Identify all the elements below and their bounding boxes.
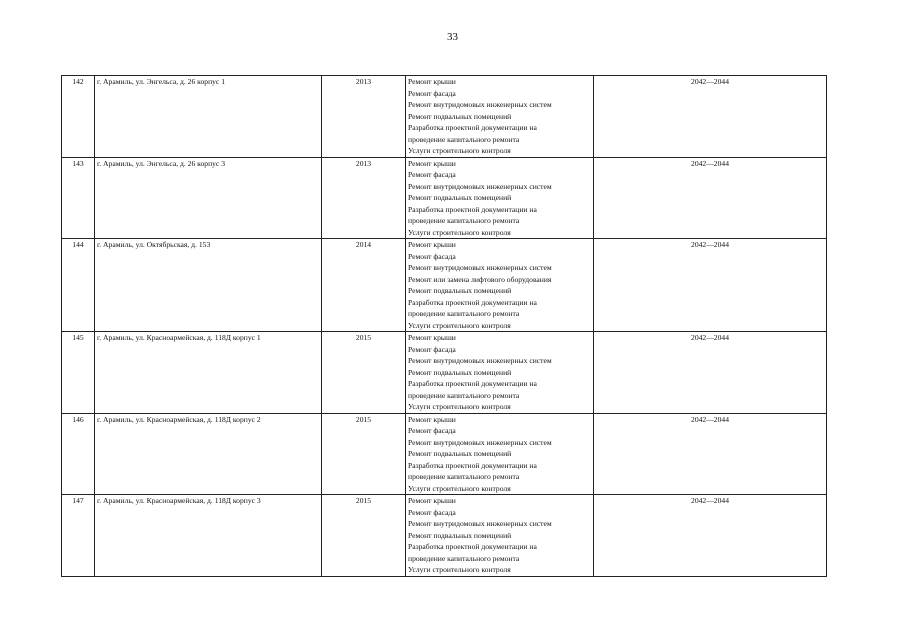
table-row — [62, 239, 827, 332]
work-item: Ремонт внутридомовых инженерных систем — [408, 263, 552, 272]
works-list — [406, 157, 594, 239]
work-item: Ремонт фасада — [408, 426, 456, 435]
building-address: г. Арамиль, ул. Энгельса, д. 26 корпус 3 — [95, 157, 322, 239]
work-item: Ремонт крыши — [408, 240, 456, 249]
work-item: Ремонт подвальных помещений — [408, 367, 512, 377]
commissioning-year: 2015 — [322, 332, 406, 414]
work-item: проведение капитального ремонта — [408, 216, 520, 225]
row-number: 143 — [62, 157, 95, 239]
work-item: Ремонт крыши — [408, 414, 456, 424]
work-item: Ремонт фасада — [408, 88, 456, 98]
work-item: Ремонт подвальных помещений — [408, 449, 512, 458]
work-item: Ремонт внутридомовых инженерных систем — [408, 356, 552, 365]
table-row — [62, 413, 827, 495]
commissioning-year: 2014 — [322, 239, 406, 332]
row-number: 146 — [62, 413, 95, 495]
commissioning-year: 2013 — [322, 157, 406, 239]
work-item: Услуги строительного контроля — [408, 320, 511, 330]
work-item: Услуги строительного контроля — [408, 402, 511, 411]
row-number: 147 — [62, 495, 95, 577]
work-item: проведение капитального ремонта — [408, 309, 520, 318]
row-number: 145 — [62, 332, 95, 414]
table-body — [62, 76, 827, 577]
work-item: Разработка проектной документации на — [408, 297, 537, 307]
building-address: г. Арамиль, ул. Красноармейская, д. 118Д корпус 2 — [95, 413, 322, 495]
repair-period: 2042—2044 — [594, 157, 827, 239]
commissioning-year: 2013 — [322, 76, 406, 158]
table-row — [62, 495, 827, 577]
work-item: Ремонт фасада — [408, 507, 456, 517]
work-item: Разработка проектной документации на — [408, 542, 537, 551]
table-row — [62, 76, 827, 158]
work-item: Услуги строительного контроля — [408, 483, 511, 493]
repair-period: 2042—2044 — [594, 76, 827, 158]
building-address: г. Арамиль, ул. Энгельса, д. 26 корпус 1 — [95, 76, 322, 158]
repair-period: 2042—2044 — [594, 239, 827, 332]
works-list — [406, 413, 594, 495]
work-item: Ремонт фасада — [408, 251, 456, 261]
work-item: Ремонт крыши — [408, 496, 456, 505]
commissioning-year: 2015 — [322, 495, 406, 577]
work-item: Ремонт фасада — [408, 344, 456, 354]
work-item: Ремонт внутридомовых инженерных систем — [408, 181, 552, 191]
work-item: Ремонт подвальных помещений — [408, 286, 512, 295]
repair-period: 2042—2044 — [594, 332, 827, 414]
work-item: проведение капитального ремонта — [408, 390, 520, 400]
work-item: Ремонт подвальных помещений — [408, 530, 512, 540]
work-item: Ремонт фасада — [408, 170, 456, 179]
works-list — [406, 495, 594, 577]
work-item: Услуги строительного контроля — [408, 565, 511, 574]
repair-period: 2042—2044 — [594, 413, 827, 495]
work-item: Услуги строительного контроля — [408, 146, 511, 155]
work-item: Услуги строительного контроля — [408, 227, 511, 237]
work-item: Ремонт или замена лифтового оборудования — [408, 274, 552, 284]
work-item: Ремонт внутридомовых инженерных систем — [408, 437, 552, 447]
work-item: Разработка проектной документации на — [408, 460, 537, 470]
commissioning-year: 2015 — [322, 413, 406, 495]
work-item: проведение капитального ремонта — [408, 553, 520, 563]
page-number: 33 — [447, 31, 458, 43]
work-item: проведение капитального ремонта — [408, 472, 520, 481]
building-address: г. Арамиль, ул. Красноармейская, д. 118Д корпус 3 — [95, 495, 322, 577]
work-item: Ремонт внутридомовых инженерных систем — [408, 100, 552, 109]
works-list — [406, 332, 594, 414]
work-item: Разработка проектной документации на — [408, 123, 537, 132]
work-item: Ремонт крыши — [408, 158, 456, 168]
work-item: Ремонт подвальных помещений — [408, 111, 512, 121]
repair-schedule-table — [61, 75, 827, 577]
work-item: Разработка проектной документации на — [408, 379, 537, 388]
table-row — [62, 157, 827, 239]
building-address: г. Арамиль, ул. Красноармейская, д. 118Д корпус 1 — [95, 332, 322, 414]
works-list — [406, 239, 594, 332]
work-item: Ремонт внутридомовых инженерных систем — [408, 519, 552, 528]
repair-period: 2042—2044 — [594, 495, 827, 577]
work-item: Ремонт крыши — [408, 77, 456, 86]
row-number: 144 — [62, 239, 95, 332]
row-number: 142 — [62, 76, 95, 158]
work-item: проведение капитального ремонта — [408, 134, 520, 144]
work-item: Ремонт крыши — [408, 333, 456, 342]
building-address: г. Арамиль, ул. Октябрьская, д. 153 — [95, 239, 322, 332]
table-row — [62, 332, 827, 414]
work-item: Ремонт подвальных помещений — [408, 193, 512, 202]
works-list — [406, 76, 594, 158]
work-item: Разработка проектной документации на — [408, 204, 537, 214]
